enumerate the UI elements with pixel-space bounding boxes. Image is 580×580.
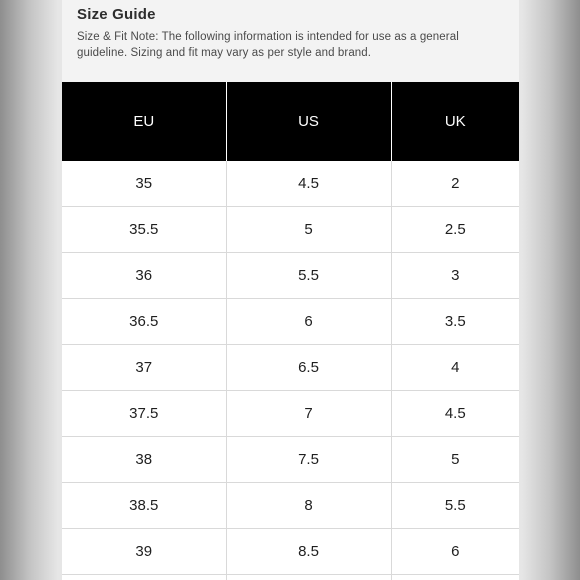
uk-size-cell: 6: [391, 529, 519, 575]
eu-size-cell: 38: [62, 437, 226, 483]
eu-size-cell: 37.5: [62, 391, 226, 437]
us-size-cell: 7: [226, 391, 391, 437]
table-row: [62, 437, 519, 483]
uk-size-cell: [391, 575, 519, 580]
uk-size-cell: 2: [391, 161, 519, 207]
uk-size-cell: 3.5: [391, 299, 519, 345]
table-row: [62, 391, 519, 437]
eu-size-cell: [62, 575, 226, 580]
us-size-cell: 6.5: [226, 345, 391, 391]
us-size-cell: 6: [226, 299, 391, 345]
eu-size-cell: 38.5: [62, 483, 226, 529]
uk-size-cell: 4.5: [391, 391, 519, 437]
column-header-us: US: [226, 82, 391, 161]
us-size-cell: 4.5: [226, 161, 391, 207]
uk-size-cell: 5: [391, 437, 519, 483]
uk-size-cell: 5.5: [391, 483, 519, 529]
table-row: [62, 483, 519, 529]
table-row: [62, 161, 519, 207]
eu-size-cell: 35.5: [62, 207, 226, 253]
column-header-eu: EU: [62, 82, 226, 161]
size-guide-header: [62, 0, 519, 82]
eu-size-cell: 37: [62, 345, 226, 391]
us-size-cell: 5: [226, 207, 391, 253]
size-table-header-row: [62, 82, 519, 161]
size-guide-panel: [62, 0, 519, 580]
table-row: [62, 575, 519, 580]
eu-size-cell: 39: [62, 529, 226, 575]
size-guide-title: Size Guide: [77, 6, 156, 23]
eu-size-cell: 36: [62, 253, 226, 299]
size-table: [62, 82, 519, 580]
table-row: [62, 345, 519, 391]
eu-size-cell: 36.5: [62, 299, 226, 345]
us-size-cell: 8.5: [226, 529, 391, 575]
us-size-cell: [226, 575, 391, 580]
column-header-uk: UK: [391, 82, 519, 161]
us-size-cell: 8: [226, 483, 391, 529]
table-row: [62, 529, 519, 575]
uk-size-cell: 3: [391, 253, 519, 299]
us-size-cell: 5.5: [226, 253, 391, 299]
size-fit-note: Size & Fit Note: The following information is intended for use as a general guideline. Sizing and fit may vary as per style and brand.: [77, 31, 459, 59]
uk-size-cell: 2.5: [391, 207, 519, 253]
table-row: [62, 253, 519, 299]
uk-size-cell: 4: [391, 345, 519, 391]
eu-size-cell: 35: [62, 161, 226, 207]
table-row: [62, 299, 519, 345]
table-row: [62, 207, 519, 253]
us-size-cell: 7.5: [226, 437, 391, 483]
